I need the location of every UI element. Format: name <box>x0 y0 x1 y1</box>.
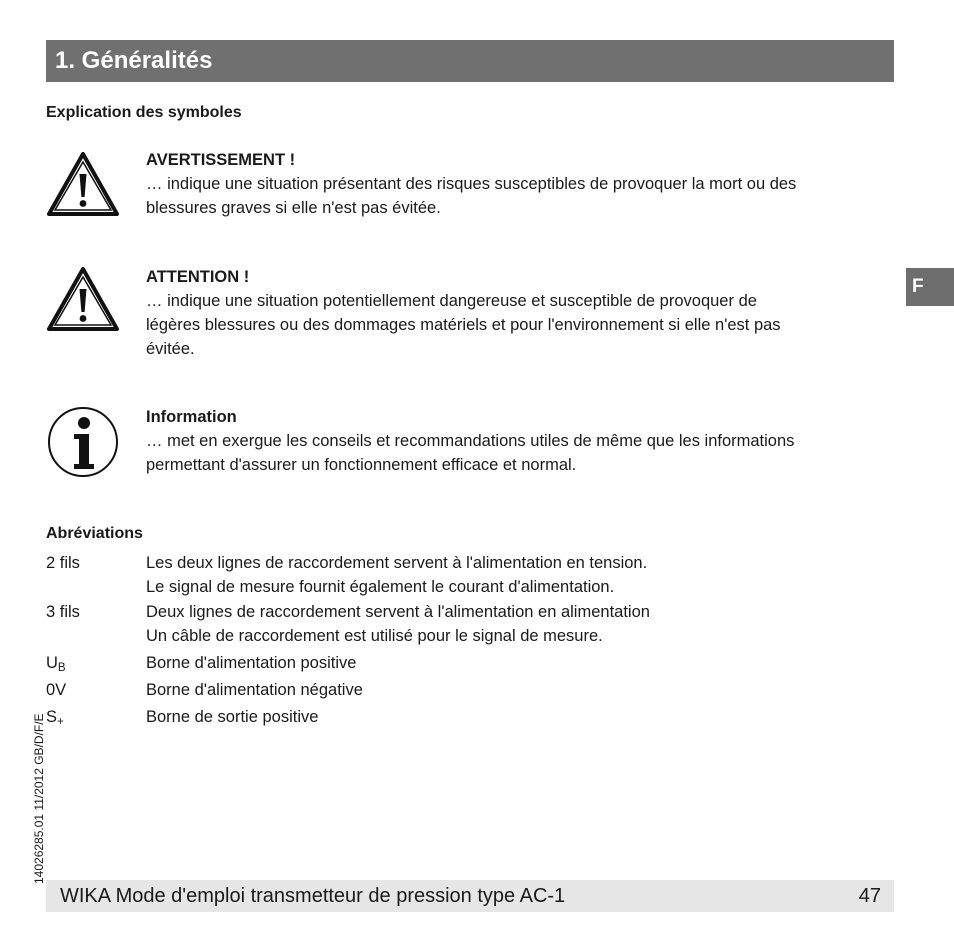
caution-line-2: légères blessures ou des dommages matériels et pour l'environnement si elle n'est pas <box>146 316 781 334</box>
caution-line-3: évitée. <box>146 340 195 358</box>
abbr-desc-line-2: Le signal de mesure fournit également le courant d'alimentation. <box>146 578 615 596</box>
info-line-2: permettant d'assurer un fonctionnement efficace et normal. <box>146 456 577 474</box>
info-line-1: … met en exergue les conseils et recommandations utiles de même que les informations <box>146 432 795 450</box>
page-number: 47 <box>858 885 881 907</box>
section-title: 1. Généralités <box>55 47 213 74</box>
document-code: 14026285.01 11/2012 GB/D/F/E <box>32 713 46 884</box>
abbr-desc-line-1: Borne d'alimentation négative <box>146 681 363 699</box>
abbr-term-main: S <box>46 708 58 726</box>
footer-title: WIKA Mode d'emploi transmetteur de pression type AC-1 <box>60 885 566 907</box>
abbr-term: 2 fils <box>46 554 80 572</box>
info-circle-icon <box>46 406 120 478</box>
caution-title: ATTENTION ! <box>146 268 250 286</box>
abbr-term <box>46 651 66 680</box>
warning-block <box>146 148 886 220</box>
warning-line-2: blessures graves si elle n'est pas évitée. <box>146 199 441 217</box>
warning-title: AVERTISSEMENT ! <box>146 151 296 169</box>
warning-line-1: … indique une situation présentant des risques susceptibles de provoquer la mort ou des <box>146 175 797 193</box>
caution-block <box>146 265 886 361</box>
abbr-term: 3 fils <box>46 603 80 621</box>
abbr-term-main: U <box>46 654 58 672</box>
info-title: Information <box>146 408 237 426</box>
abbr-desc-line-2: Un câble de raccordement est utilisé pour le signal de mesure. <box>146 627 603 645</box>
abbr-term: 0V <box>46 681 67 699</box>
abbr-desc-line-1: Borne de sortie positive <box>146 708 319 726</box>
abbr-term <box>46 705 64 734</box>
warning-triangle-icon <box>46 150 120 218</box>
language-tab <box>906 268 954 306</box>
footer-bar <box>46 880 894 912</box>
section-title-bar <box>46 40 894 82</box>
caution-line-1: … indique une situation potentiellement dangereuse et susceptible de provoquer de <box>146 292 757 310</box>
abbr-desc-line-1: Borne d'alimentation positive <box>146 654 357 672</box>
abbr-desc-line-1: Deux lignes de raccordement servent à l'alimentation en alimentation <box>146 603 650 621</box>
abbr-desc-line-1: Les deux lignes de raccordement servent à l'alimentation en tension. <box>146 554 648 572</box>
caution-triangle-icon <box>46 265 120 333</box>
abbreviations-heading: Abréviations <box>46 525 143 542</box>
language-tab-label: F <box>912 276 924 297</box>
abbr-term-subscript: B <box>57 662 66 674</box>
symbols-heading: Explication des symboles <box>46 104 242 121</box>
info-block <box>146 405 886 477</box>
abbr-term-subscript: + <box>57 716 64 728</box>
